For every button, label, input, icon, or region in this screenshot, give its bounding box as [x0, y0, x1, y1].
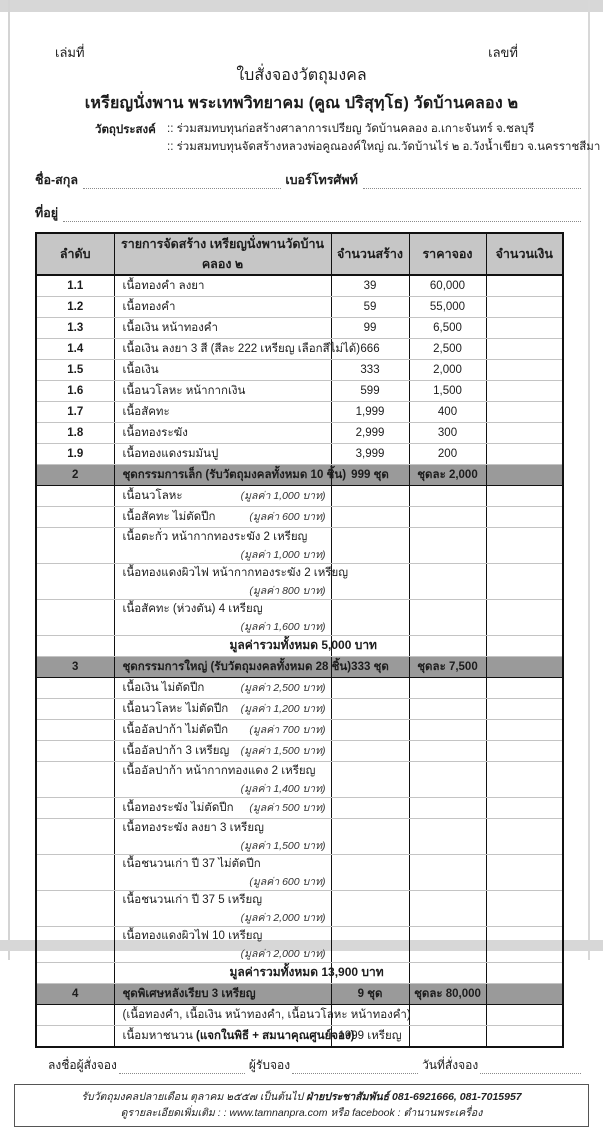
row-no-cell: 1.2: [36, 296, 114, 317]
purpose-block: [95, 121, 603, 157]
phone-fill-line: [363, 175, 581, 189]
row-price-cell: [409, 818, 486, 854]
subtotal-row: [36, 962, 563, 983]
item-description: เนื้อทองคำ: [122, 300, 176, 313]
row-amount-cell: [486, 698, 563, 719]
row-amount-cell: [486, 719, 563, 740]
item-row: [36, 275, 563, 297]
row-desc-cell: [114, 797, 331, 818]
sub-row: [36, 926, 563, 962]
row-desc-cell: [114, 698, 331, 719]
order-items-table: [35, 232, 564, 1048]
row-amount-cell: [486, 890, 563, 926]
row-price-cell: [409, 563, 486, 599]
row-no-cell: [36, 719, 114, 740]
page-title: ใบสั่งจองวัตถุมงคล: [236, 67, 367, 84]
item-unit-value: (มูลค่า 1,000 บาท): [240, 489, 326, 502]
sub-row: [36, 563, 563, 599]
row-desc-cell: [114, 761, 331, 797]
item-description-bold: (แจกในพิธี + สมนาคุณศูนย์จอง): [196, 1029, 355, 1042]
purpose-line-2: :: ร่วมสมทบทุนจัดสร้างหลวงพ่อคูณองค์ใหญ่ ณ.วัดบ้านไร่ ๒ อ.วังน้ำเขียว จ.นครราชสีมา: [167, 140, 601, 153]
sub-row: [36, 677, 563, 698]
item-unit-value: (มูลค่า 1,400 บาท): [240, 782, 326, 795]
row-amount-cell: [486, 854, 563, 890]
signature-row: [48, 1056, 581, 1075]
row-price-cell: [409, 599, 486, 635]
row-desc-cell: [114, 1004, 411, 1025]
row-price-cell: [409, 962, 486, 983]
row-desc-cell: [114, 296, 331, 317]
name-phone-row: [35, 170, 585, 190]
row-desc-cell: [114, 401, 331, 422]
number-label: เลขที่: [488, 45, 518, 60]
item-description: มูลค่ารวมทั้งหมด 13,900 บาท: [229, 965, 384, 980]
row-no-cell: [36, 698, 114, 719]
sub-row: [36, 761, 563, 797]
row-no-cell: [36, 854, 114, 890]
row-price-cell: [409, 797, 486, 818]
row-qty-cell: [331, 527, 409, 563]
row-qty-cell: 59: [331, 296, 409, 317]
row-price-cell: 2,500: [409, 338, 486, 359]
orderer-signature-line: [119, 1061, 245, 1074]
row-desc-cell: [114, 599, 331, 635]
name-label: ชื่อ-สกุล: [35, 172, 79, 187]
row-price-cell: [409, 527, 486, 563]
item-description: เนื้อสัคทะ ไม่ตัดปีก: [122, 510, 216, 523]
row-price-cell: 200: [409, 443, 486, 464]
col-header-price: ราคาจอง: [409, 233, 486, 275]
row-price-cell: [409, 698, 486, 719]
item-unit-value: (มูลค่า 1,600 บาท): [240, 620, 326, 633]
row-qty-cell: 39: [331, 275, 409, 297]
row-amount-cell: [486, 599, 563, 635]
row-no-cell: 1.5: [36, 359, 114, 380]
address-fill-line: [63, 208, 581, 222]
item-description: เนื้อชนวนเก่า ปี 37 5 เหรียญ: [122, 893, 263, 906]
row-amount-cell: [486, 563, 563, 599]
row-desc-cell: [114, 563, 349, 599]
item-description: ชุดพิเศษหลังเรียบ 3 เหรียญ: [122, 987, 256, 1000]
item-description: เนื้อนวโลหะ ไม่ตัดปีก: [122, 702, 229, 715]
footer-line-2: ดูรายละเอียดเพิ่มเติม : : www.tamnanpra.com หรือ facebook : ตำนานพระเครื่อง: [120, 1106, 483, 1119]
item-description: มูลค่ารวมทั้งหมด 5,000 บาท: [229, 638, 377, 653]
row-no-cell: [36, 962, 114, 983]
row-qty-cell: 599: [331, 380, 409, 401]
item-description: เนื้อเงิน: [122, 363, 159, 376]
row-qty-cell: [331, 818, 409, 854]
row-amount-cell: [486, 1025, 563, 1047]
row-qty-cell: [331, 698, 409, 719]
row-qty-cell: 3,999: [331, 443, 409, 464]
purpose-lines: [167, 121, 600, 157]
item-description: เนื้อทองระฆัง: [122, 426, 188, 439]
row-desc-cell: [114, 926, 331, 962]
row-amount-cell: [486, 275, 563, 297]
item-row: [36, 380, 563, 401]
row-qty-cell: 99: [331, 317, 409, 338]
item-description: เนื้ออัลปาก้า ไม่ตัดปีก: [122, 723, 229, 736]
row-amount-cell: [486, 464, 563, 485]
row-price-cell: [409, 890, 486, 926]
row-price-cell: ชุดละ 80,000: [409, 983, 486, 1004]
footer-contact-box: [14, 1084, 589, 1127]
item-unit-value: (มูลค่า 1,500 บาท): [240, 839, 326, 852]
volume-label: เล่มที่: [55, 45, 85, 60]
item-row: [36, 317, 563, 338]
footer-line-1: [15, 1089, 588, 1105]
item-description: เนื้อทองคำ ลงยา: [122, 279, 205, 292]
row-desc-cell: [114, 983, 331, 1004]
row-qty-cell: 1,999: [331, 401, 409, 422]
row-amount-cell: [486, 401, 563, 422]
item-row: [36, 401, 563, 422]
section-row: [36, 656, 563, 677]
col-header-amount: จำนวนเงิน: [486, 233, 563, 275]
row-no-cell: [36, 527, 114, 563]
row-desc-cell: [114, 740, 331, 761]
row-desc-cell: [114, 854, 331, 890]
row-desc-cell: [114, 422, 331, 443]
row-no-cell: 1.1: [36, 275, 114, 297]
item-row: [36, 296, 563, 317]
row-amount-cell: [486, 359, 563, 380]
item-unit-value: (มูลค่า 2,000 บาท): [240, 947, 326, 960]
row-qty-cell: [331, 599, 409, 635]
address-label: ที่อยู่: [35, 205, 59, 220]
receiver-label: ผู้รับจอง: [248, 1057, 291, 1072]
row-no-cell: [36, 740, 114, 761]
row-price-cell: [409, 719, 486, 740]
row-no-cell: [36, 926, 114, 962]
row-price-cell: [409, 506, 486, 527]
note-row: [36, 1004, 563, 1025]
row-price-cell: 55,000: [409, 296, 486, 317]
row-no-cell: [36, 890, 114, 926]
row-amount-cell: [486, 983, 563, 1004]
table-header-row: [36, 233, 563, 275]
row-amount-cell: [486, 635, 563, 656]
row-price-cell: [409, 854, 486, 890]
item-row: [36, 422, 563, 443]
row-price-cell: [409, 485, 486, 506]
row-price-cell: [409, 677, 486, 698]
row-desc-cell: [114, 359, 331, 380]
row-no-cell: [36, 485, 114, 506]
row-amount-cell: [486, 797, 563, 818]
phone-label: เบอร์โทรศัพท์: [285, 172, 358, 187]
item-description: (เนื้อทองคำ, เนื้อเงิน หน้าทองคำ, เนื้อนวโลหะ หน้าทองคำ): [122, 1008, 411, 1021]
item-description: เนื้อมหาชนวน: [122, 1029, 196, 1042]
row-price-cell: [409, 926, 486, 962]
purpose-line-1: :: ร่วมสมทบทุนก่อสร้างศาลาการเปรียญ วัดบ้านคลอง อ.เกาะจันทร์ จ.ชลบุรี: [167, 123, 535, 135]
row-price-cell: 300: [409, 422, 486, 443]
row-desc-cell: [114, 275, 331, 297]
item-description: เนื้อทองแดงผิวไฟ หน้ากากทองระฆัง 2 เหรียญ: [122, 566, 349, 579]
sub-row: [36, 890, 563, 926]
sub-row: [36, 797, 563, 818]
row-amount-cell: [486, 338, 563, 359]
col-header-no: ลำดับ: [36, 233, 114, 275]
row-qty-cell: [331, 890, 409, 926]
row-price-cell: [409, 740, 486, 761]
row-qty-cell: [331, 677, 409, 698]
sub-row: [36, 599, 563, 635]
row-qty-cell: 333 ชุด: [331, 656, 409, 677]
item-description: เนื้อเงิน หน้าทองคำ: [122, 321, 218, 334]
address-row: [35, 203, 585, 223]
row-desc-cell: [114, 485, 331, 506]
row-no-cell: [36, 635, 114, 656]
row-qty-cell: [331, 761, 409, 797]
row-price-cell: 1,500: [409, 380, 486, 401]
name-fill-line: [83, 175, 281, 189]
sub-row: [36, 1025, 563, 1047]
row-amount-cell: [486, 656, 563, 677]
row-qty-cell: [331, 719, 409, 740]
row-amount-cell: [486, 422, 563, 443]
sub-row: [36, 854, 563, 890]
section-row: [36, 464, 563, 485]
row-amount-cell: [486, 443, 563, 464]
row-no-cell: 1.9: [36, 443, 114, 464]
item-unit-value: (มูลค่า 1,000 บาท): [240, 548, 326, 561]
row-desc-cell: [114, 380, 331, 401]
sub-row: [36, 818, 563, 854]
item-unit-value: (มูลค่า 700 บาท): [249, 723, 326, 736]
row-amount-cell: [486, 926, 563, 962]
row-desc-cell: [114, 962, 384, 983]
item-unit-value: (มูลค่า 2,500 บาท): [240, 681, 326, 694]
row-no-cell: 4: [36, 983, 114, 1004]
item-unit-value: (มูลค่า 500 บาท): [249, 801, 326, 814]
row-qty-cell: [331, 485, 409, 506]
order-form-page: [0, 12, 603, 1127]
row-amount-cell: [486, 677, 563, 698]
row-desc-cell: [114, 890, 331, 926]
row-price-cell: ชุดละ 7,500: [409, 656, 486, 677]
row-desc-cell: [114, 317, 331, 338]
page-subtitle: เหรียญนั่งพาน พระเทพวิทยาคม (คูณ ปริสุทฺโธ) วัดบ้านคลอง ๒: [84, 95, 519, 112]
pr-phone-text: ฝ่ายประชาสัมพันธ์ 081-6921666, 081-7015957: [306, 1090, 522, 1103]
row-desc-cell: [114, 464, 347, 485]
item-description: เนื้อชนวนเก่า ปี 37 ไม่ตัดปีก: [122, 857, 261, 870]
item-description: เนื้อทองระฆัง ไม่ตัดปีก: [122, 801, 234, 814]
row-desc-cell: [114, 818, 331, 854]
row-price-cell: 400: [409, 401, 486, 422]
row-qty-cell: [331, 797, 409, 818]
subtotal-row: [36, 635, 563, 656]
item-unit-value: (มูลค่า 800 บาท): [249, 584, 326, 597]
item-description: เนื้อทองแดงผิวไฟ 10 เหรียญ: [122, 929, 263, 942]
item-description: เนื้อเงิน ลงยา 3 สี (สีละ 222 เหรียญ เลือกสีไม่ได้): [122, 342, 361, 355]
row-no-cell: [36, 1004, 114, 1025]
row-price-cell: 2,000: [409, 359, 486, 380]
row-no-cell: 1.8: [36, 422, 114, 443]
pickup-info-text: รับวัตถุมงคลปลายเดือน ตุลาคม ๒๕๕๗ เป็นต้นไป: [81, 1090, 307, 1103]
row-qty-cell: 333: [331, 359, 409, 380]
row-price-cell: 6,500: [409, 317, 486, 338]
row-amount-cell: [486, 506, 563, 527]
row-qty-cell: [331, 854, 409, 890]
row-desc-cell: [114, 677, 331, 698]
item-description: เนื้ออัลปาก้า หน้ากากทองแดง 2 เหรียญ: [122, 764, 316, 777]
orderer-signature-label: ลงชื่อผู้สั่งจอง: [48, 1057, 117, 1072]
scan-edge-top: [0, 0, 603, 12]
row-no-cell: [36, 599, 114, 635]
row-no-cell: [36, 1025, 114, 1047]
row-price-cell: [409, 635, 486, 656]
col-header-quantity: จำนวนสร้าง: [331, 233, 409, 275]
sub-row: [36, 506, 563, 527]
row-amount-cell: [486, 380, 563, 401]
row-price-cell: 60,000: [409, 275, 486, 297]
row-amount-cell: [486, 962, 563, 983]
row-qty-cell: 666: [331, 338, 409, 359]
row-no-cell: 1.7: [36, 401, 114, 422]
row-amount-cell: [486, 740, 563, 761]
row-amount-cell: [486, 296, 563, 317]
row-amount-cell: [486, 761, 563, 797]
item-description: เนื้อสัคทะ: [122, 405, 170, 418]
item-description: เนื้อทองแดงรมมันปู: [122, 447, 219, 460]
row-desc-cell: [114, 506, 331, 527]
sub-row: [36, 698, 563, 719]
row-no-cell: [36, 761, 114, 797]
row-no-cell: 1.3: [36, 317, 114, 338]
item-unit-value: (มูลค่า 2,000 บาท): [240, 911, 326, 924]
col-header-description: รายการจัดสร้าง เหรียญนั่งพานวัดบ้านคลอง ๒: [114, 233, 331, 275]
purpose-label: วัตถุประสงค์: [95, 124, 156, 136]
order-date-line: [480, 1061, 581, 1074]
sub-row: [36, 485, 563, 506]
item-unit-value: (มูลค่า 1,200 บาท): [240, 702, 326, 715]
sub-row: [36, 719, 563, 740]
row-amount-cell: [486, 1004, 563, 1025]
item-unit-value: (มูลค่า 600 บาท): [249, 875, 326, 888]
volume-number-row: [0, 12, 603, 63]
section-row: [36, 983, 563, 1004]
row-no-cell: 3: [36, 656, 114, 677]
item-description: เนื้อเงิน ไม่ตัดปีก: [122, 681, 205, 694]
item-description: ชุดกรรมการเล็ก (รับวัตถุมงคลทั้งหมด 10 ชิ้น): [122, 468, 347, 481]
row-desc-cell: [114, 1025, 355, 1047]
receiver-signature-line: [292, 1061, 418, 1074]
row-desc-cell: [114, 719, 331, 740]
item-row: [36, 443, 563, 464]
row-qty-cell: 999 ชุด: [331, 464, 409, 485]
item-description: เนื้อตะกั่ว หน้ากากทองระฆัง 2 เหรียญ: [122, 530, 308, 543]
item-row: [36, 359, 563, 380]
order-date-label: วันที่สั่งจอง: [422, 1057, 479, 1072]
row-desc-cell: [114, 656, 352, 677]
row-qty-cell: 2,999: [331, 422, 409, 443]
row-no-cell: [36, 797, 114, 818]
item-description: เนื้อทองระฆัง ลงยา 3 เหรียญ: [122, 821, 264, 834]
row-no-cell: [36, 506, 114, 527]
row-price-cell: ชุดละ 2,000: [409, 464, 486, 485]
item-description: ชุดกรรมการใหญ่ (รับวัตถุมงคลทั้งหมด 28 ชิ้น): [122, 660, 352, 673]
item-description: เนื้อสัคทะ (ห่วงตัน) 4 เหรียญ: [122, 602, 263, 615]
row-qty-cell: [331, 740, 409, 761]
row-qty-cell: 1999 เหรียญ: [331, 1025, 409, 1047]
item-unit-value: (มูลค่า 600 บาท): [249, 510, 326, 523]
row-qty-cell: [331, 926, 409, 962]
item-description: เนื้ออัลปาก้า 3 เหรียญ: [122, 744, 230, 757]
row-amount-cell: [486, 527, 563, 563]
row-no-cell: [36, 818, 114, 854]
sub-row: [36, 527, 563, 563]
row-desc-cell: [114, 635, 377, 656]
sub-row: [36, 740, 563, 761]
row-qty-cell: [331, 506, 409, 527]
row-qty-cell: 9 ชุด: [331, 983, 409, 1004]
row-amount-cell: [486, 818, 563, 854]
row-no-cell: 1.4: [36, 338, 114, 359]
item-unit-value: (มูลค่า 1,500 บาท): [240, 744, 326, 757]
item-description: เนื้อนวโลหะ: [122, 489, 183, 502]
row-amount-cell: [486, 317, 563, 338]
item-description: เนื้อนวโลหะ หน้ากากเงิน: [122, 384, 246, 397]
row-desc-cell: [114, 527, 331, 563]
row-no-cell: 2: [36, 464, 114, 485]
row-no-cell: 1.6: [36, 380, 114, 401]
item-row: [36, 338, 563, 359]
row-desc-cell: [114, 443, 331, 464]
row-price-cell: [409, 1004, 486, 1025]
row-amount-cell: [486, 485, 563, 506]
row-no-cell: [36, 563, 114, 599]
row-price-cell: [409, 1025, 486, 1047]
row-desc-cell: [114, 338, 361, 359]
row-price-cell: [409, 761, 486, 797]
row-no-cell: [36, 677, 114, 698]
